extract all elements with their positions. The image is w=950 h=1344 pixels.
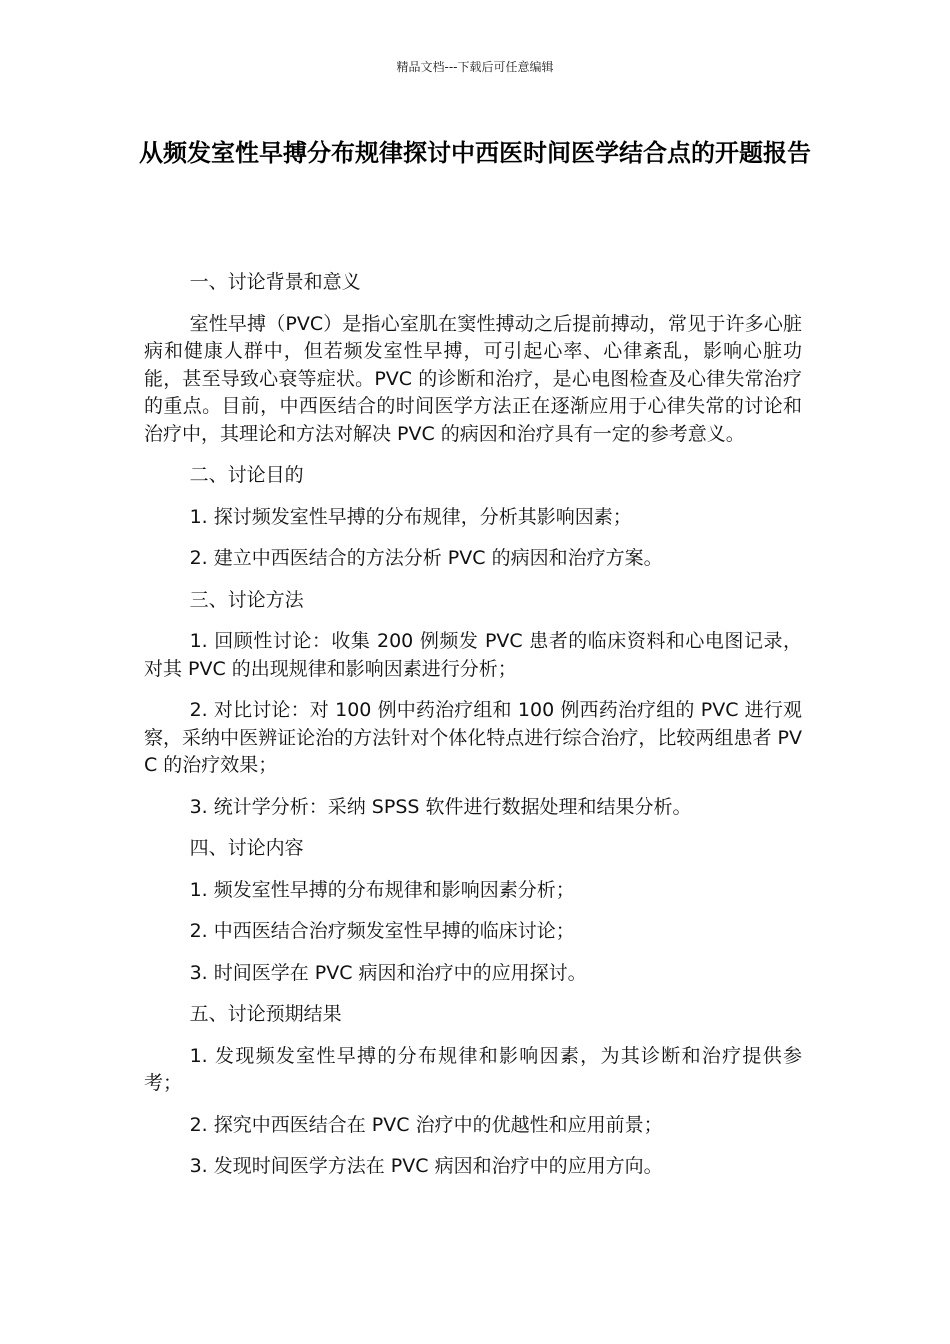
document-body bbox=[144, 269, 802, 1195]
list-item-purpose-1: 1. 探讨频发室性早搏的分布规律，分析其影响因素； bbox=[189, 505, 632, 528]
list-item-results-2: 2. 探究中西医结合在 PVC 治疗中的优越性和应用前景； bbox=[189, 1113, 663, 1136]
section-heading-background: 一、讨论背景和意义 bbox=[189, 271, 361, 293]
list-item-method-3: 3. 统计学分析：采纳 SPSS 软件进行数据处理和结果分析。 bbox=[189, 795, 692, 818]
paragraph-background: 室性早搏（PVC）是指心室肌在窦性搏动之后提前搏动，常见于许多心脏病和健康人群中，但若频发室性早搏，可引起心率、心律紊乱，影响心脏功能，甚至导致心衰等症状。PVC 的诊断和治疗，是心电图检查及心律失常治疗的重点。目前，中西医结合的时间医学方法正在逐渐应用于心律失常的讨论和治疗中，其理论和方法对解决 PVC 的病因和治疗具有一定的参考意义。 bbox=[144, 312, 802, 445]
page-header-note: 精品文档---下载后可任意编辑 bbox=[396, 60, 554, 74]
list-item-results-3: 3. 发现时间医学方法在 PVC 病因和治疗中的应用方向。 bbox=[189, 1155, 663, 1177]
list-item-content-2: 2. 中西医结合治疗频发室性早搏的临床讨论； bbox=[189, 920, 575, 942]
list-item-content-3: 3. 时间医学在 PVC 病因和治疗中的应用探讨。 bbox=[189, 961, 587, 984]
section-heading-purpose: 二、讨论目的 bbox=[189, 464, 304, 486]
list-item-content-1: 1. 频发室性早搏的分布规律和影响因素分析； bbox=[189, 878, 575, 901]
list-item-purpose-2: 2. 建立中西医结合的方法分析 PVC 的病因和治疗方案。 bbox=[189, 547, 663, 569]
list-item-results-1: 1. 发现频发室性早搏的分布规律和影响因素，为其诊断和治疗提供参考； bbox=[144, 1044, 802, 1094]
list-item-method-2: 2. 对比讨论：对 100 例中药治疗组和 100 例西药治疗组的 PVC 进行观察，采纳中医辨证论治的方法针对个体化特点进行综合治疗，比较两组患者 PVC 的治疗效果； bbox=[144, 699, 802, 776]
document-title: 从频发室性早搏分布规律探讨中西医时间医学结合点的开题报告 bbox=[139, 139, 811, 167]
section-heading-content: 四、讨论内容 bbox=[189, 837, 304, 859]
section-heading-method: 三、讨论方法 bbox=[189, 588, 304, 611]
section-heading-results: 五、讨论预期结果 bbox=[189, 1003, 342, 1025]
list-item-method-1: 1. 回顾性讨论：收集 200 例频发 PVC 患者的临床资料和心电图记录，对其 PVC 的出现规律和影响因素进行分析； bbox=[144, 630, 802, 680]
